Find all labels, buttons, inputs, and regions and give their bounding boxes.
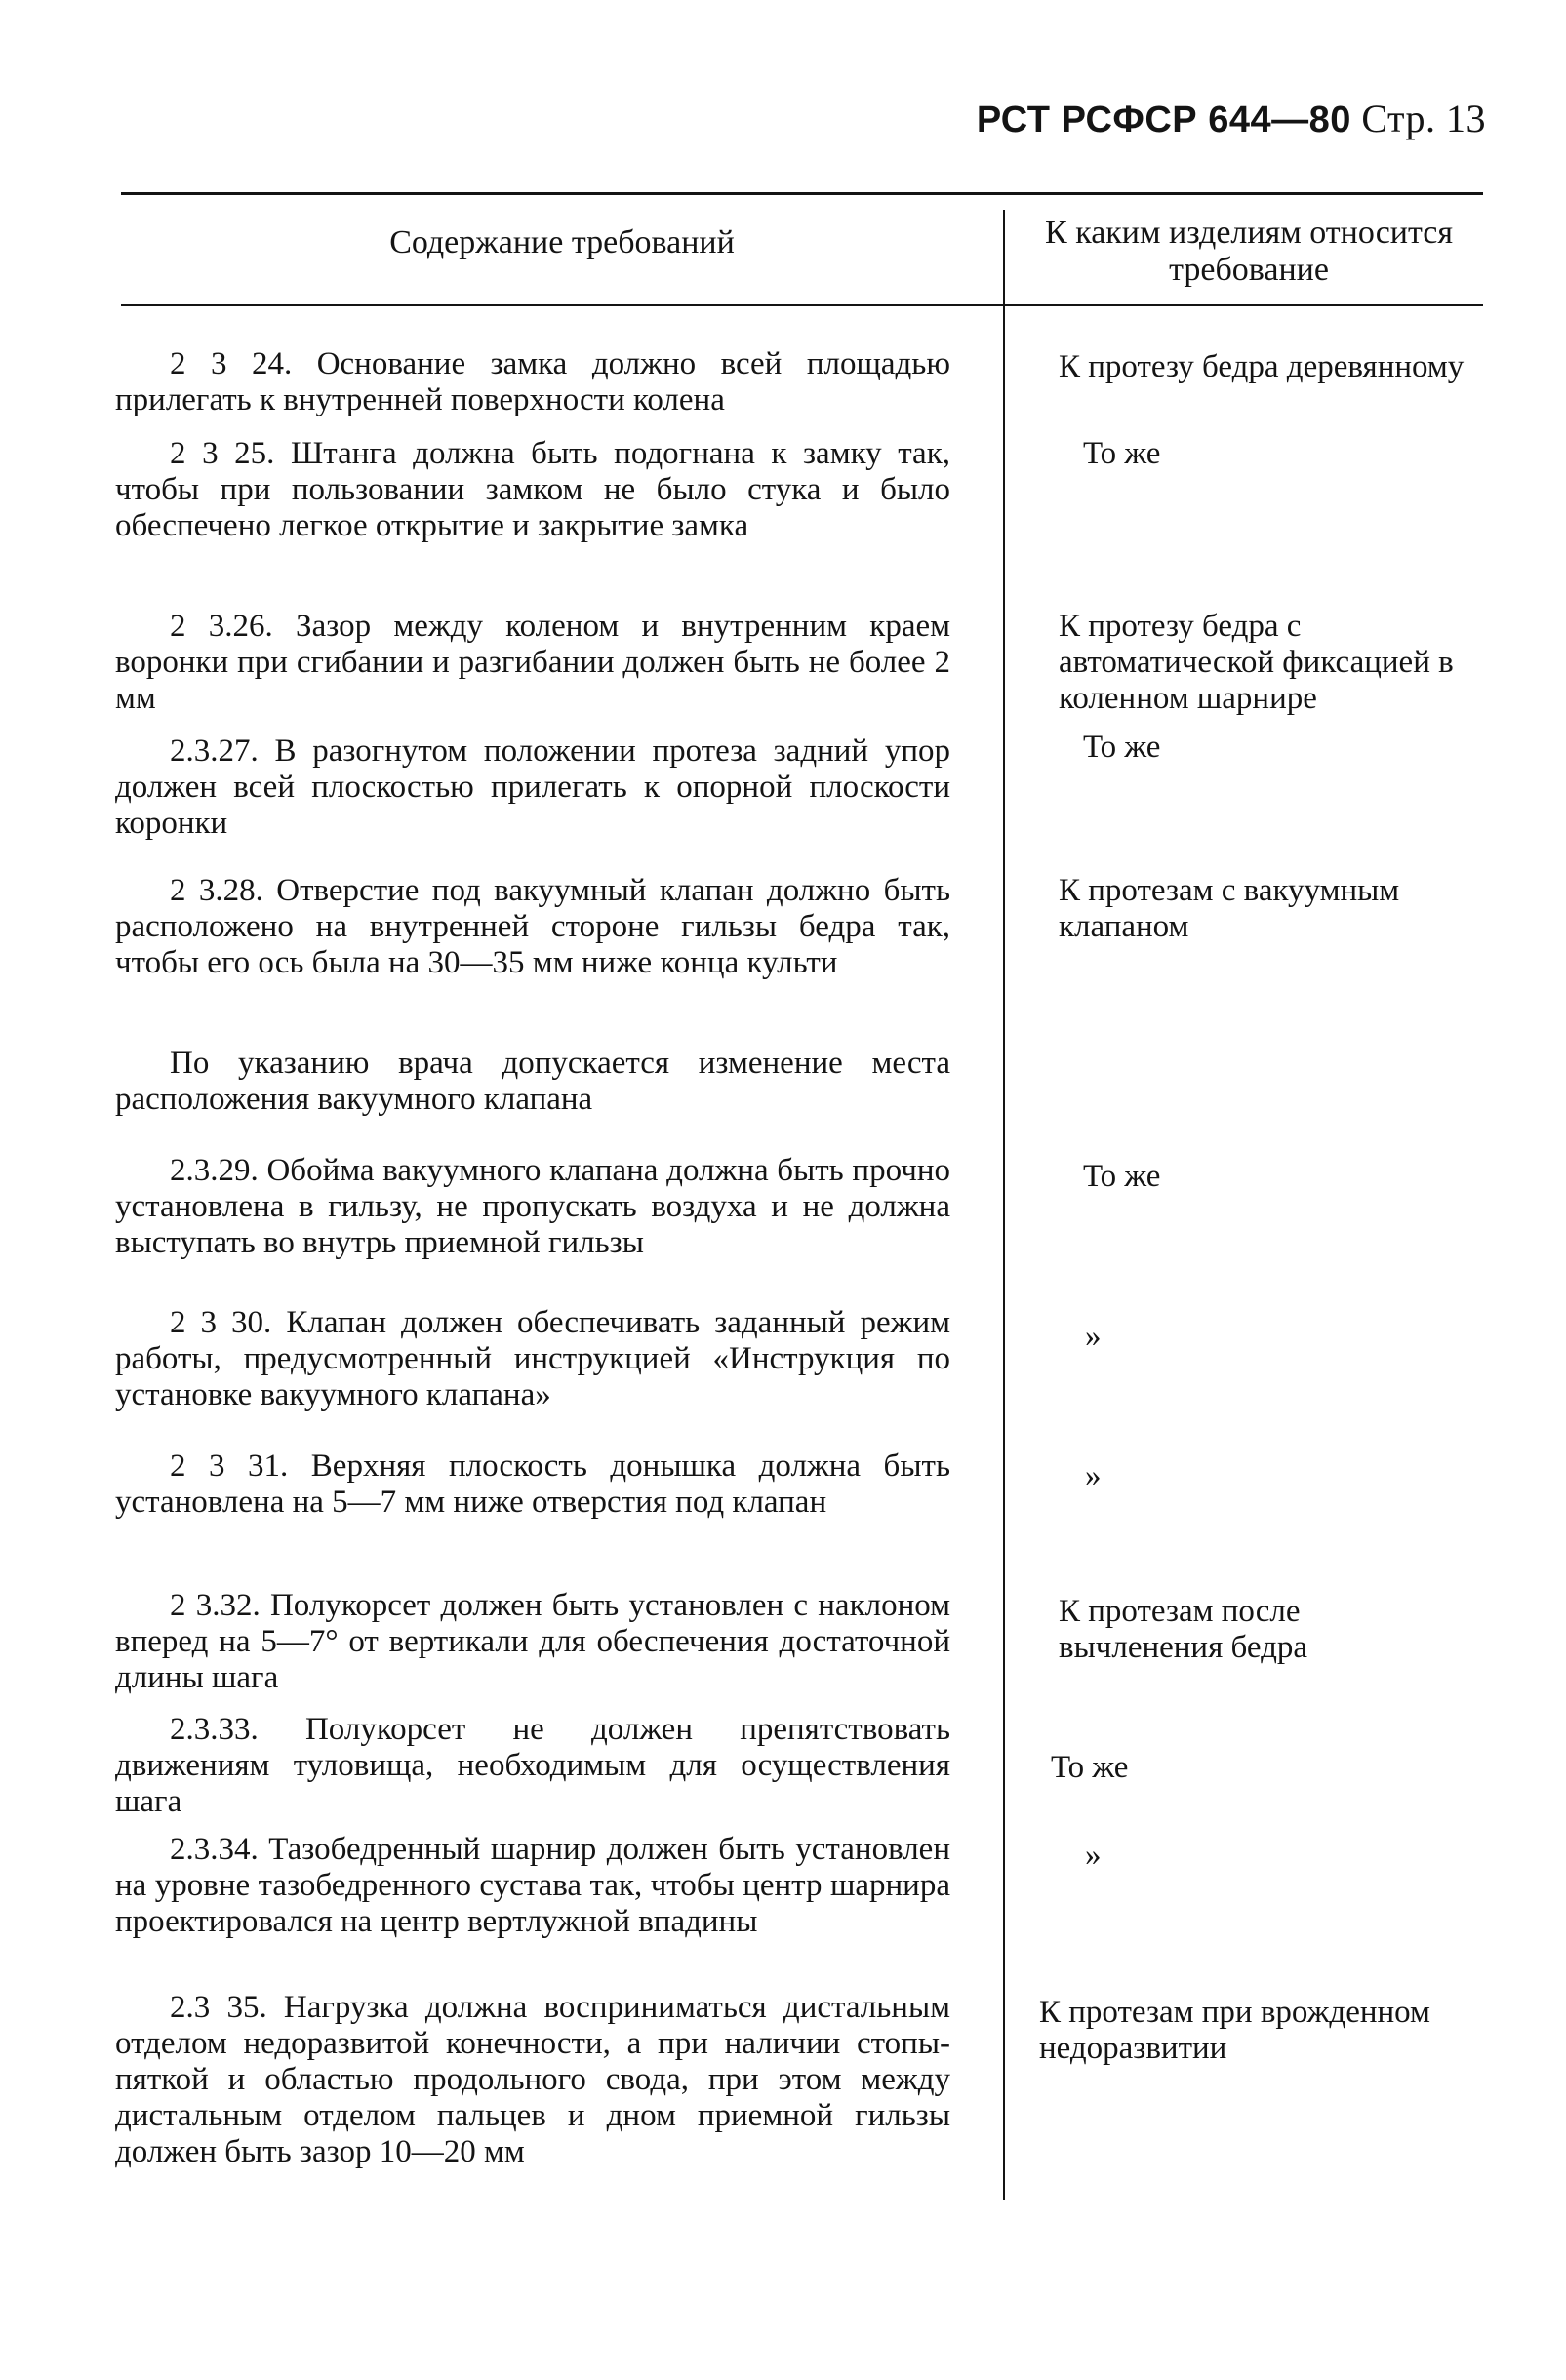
requirement-note-valve-location: По указанию врача допускается изменение места расположения вакуумного клапана <box>115 1046 950 1117</box>
applies-to-2-3-28: К протезам с вакуумным клапаном <box>1059 873 1400 944</box>
requirement-2-3-28: 2 3.28. Отверстие под вакуумный клапан должно быть расположено на внутренней стороне гильзы бедра так, чтобы его ось была на 30—35 мм ниже конца культи <box>115 873 950 980</box>
requirement-2-3-33: 2.3.33. Полукорсет не должен препятствовать движениям туловища, необходимым для осуществления шага <box>115 1712 950 1819</box>
applies-to-2-3-24: К протезу бедра деревянному <box>1059 349 1465 384</box>
requirement-2-3-34: 2.3.34. Тазобедренный шарнир должен быть установлен на уровне тазобедренного сустава так, чтобы центр шарнира проектировался на центр вертлужной впадины <box>115 1832 950 1939</box>
document-code: РСТ РСФСР 644—80 <box>976 99 1351 140</box>
requirement-2-3-27: 2.3.27. В разогнутом положении протеза задний упор должен всей плоскостью прилегать к опорной плоскости коронки <box>115 734 950 841</box>
header-bottom-rule <box>121 304 1483 306</box>
applies-to-2-3-35: К протезам при врожденном недоразвитии <box>1039 1995 1430 2066</box>
requirement-2-3-24: 2 3 24. Основание замка должно всей площадью прилегать к внутренней поверхности колена <box>115 346 950 417</box>
applies-to-2-3-33: То же <box>1051 1750 1129 1785</box>
requirement-2-3-32: 2 3.32. Полукорсет должен быть установлен с наклоном вперед на 5—7° от вертикали для обеспечения достаточной длины шага <box>115 1588 950 1695</box>
table-top-rule <box>121 192 1483 195</box>
applies-to-2-3-25: То же <box>1083 436 1161 471</box>
requirement-2-3-35: 2.3 35. Нагрузка должна восприниматься дистальным отделом недоразвитой конечности, а при наличии стопы-пяткой и областью продольного свода, при этом между дистальным отделом пальцев и дном приемной гильзы должен быть зазор 10—20 мм <box>115 1990 950 2169</box>
column-header-requirements: Содержание требований <box>389 224 735 260</box>
applies-to-2-3-31: » <box>1085 1458 1102 1493</box>
applies-to-2-3-27: То же <box>1083 730 1161 765</box>
requirement-2-3-26: 2 3.26. Зазор между коленом и внутренним краем воронки при сгибании и разгибании должен быть не более 2 мм <box>115 609 950 716</box>
page-number: Стр. 13 <box>1361 97 1486 140</box>
requirement-2-3-31: 2 3 31. Верхняя плоскость донышка должна быть установлена на 5—7 мм ниже отверстия под клапан <box>115 1448 950 1520</box>
applies-to-2-3-34: » <box>1085 1838 1102 1873</box>
page-header <box>977 96 1486 141</box>
column-header-applies-to: К каким изделиям относится требование <box>1045 215 1453 288</box>
requirement-2-3-30: 2 3 30. Клапан должен обеспечивать заданный режим работы, предусмотренный инструкцией «Инструкция по установке вакуумного клапана» <box>115 1305 950 1412</box>
requirement-2-3-25: 2 3 25. Штанга должна быть подогнана к замку так, чтобы при пользовании замком не было стука и было обеспечено легкое открытие и закрытие замка <box>115 436 950 543</box>
applies-to-2-3-32: К протезам после вычленения бедра <box>1059 1594 1308 1665</box>
applies-to-2-3-29: То же <box>1083 1159 1161 1194</box>
applies-to-2-3-26: К протезу бедра с автоматической фиксацией в коленном шарнире <box>1059 609 1454 716</box>
applies-to-2-3-30: » <box>1085 1319 1102 1354</box>
requirement-2-3-29: 2.3.29. Обойма вакуумного клапана должна быть прочно установлена в гильзу, не пропускать воздуха и не должна выступать во внутрь приемной гильзы <box>115 1153 950 1260</box>
column-divider <box>1003 210 1005 2200</box>
